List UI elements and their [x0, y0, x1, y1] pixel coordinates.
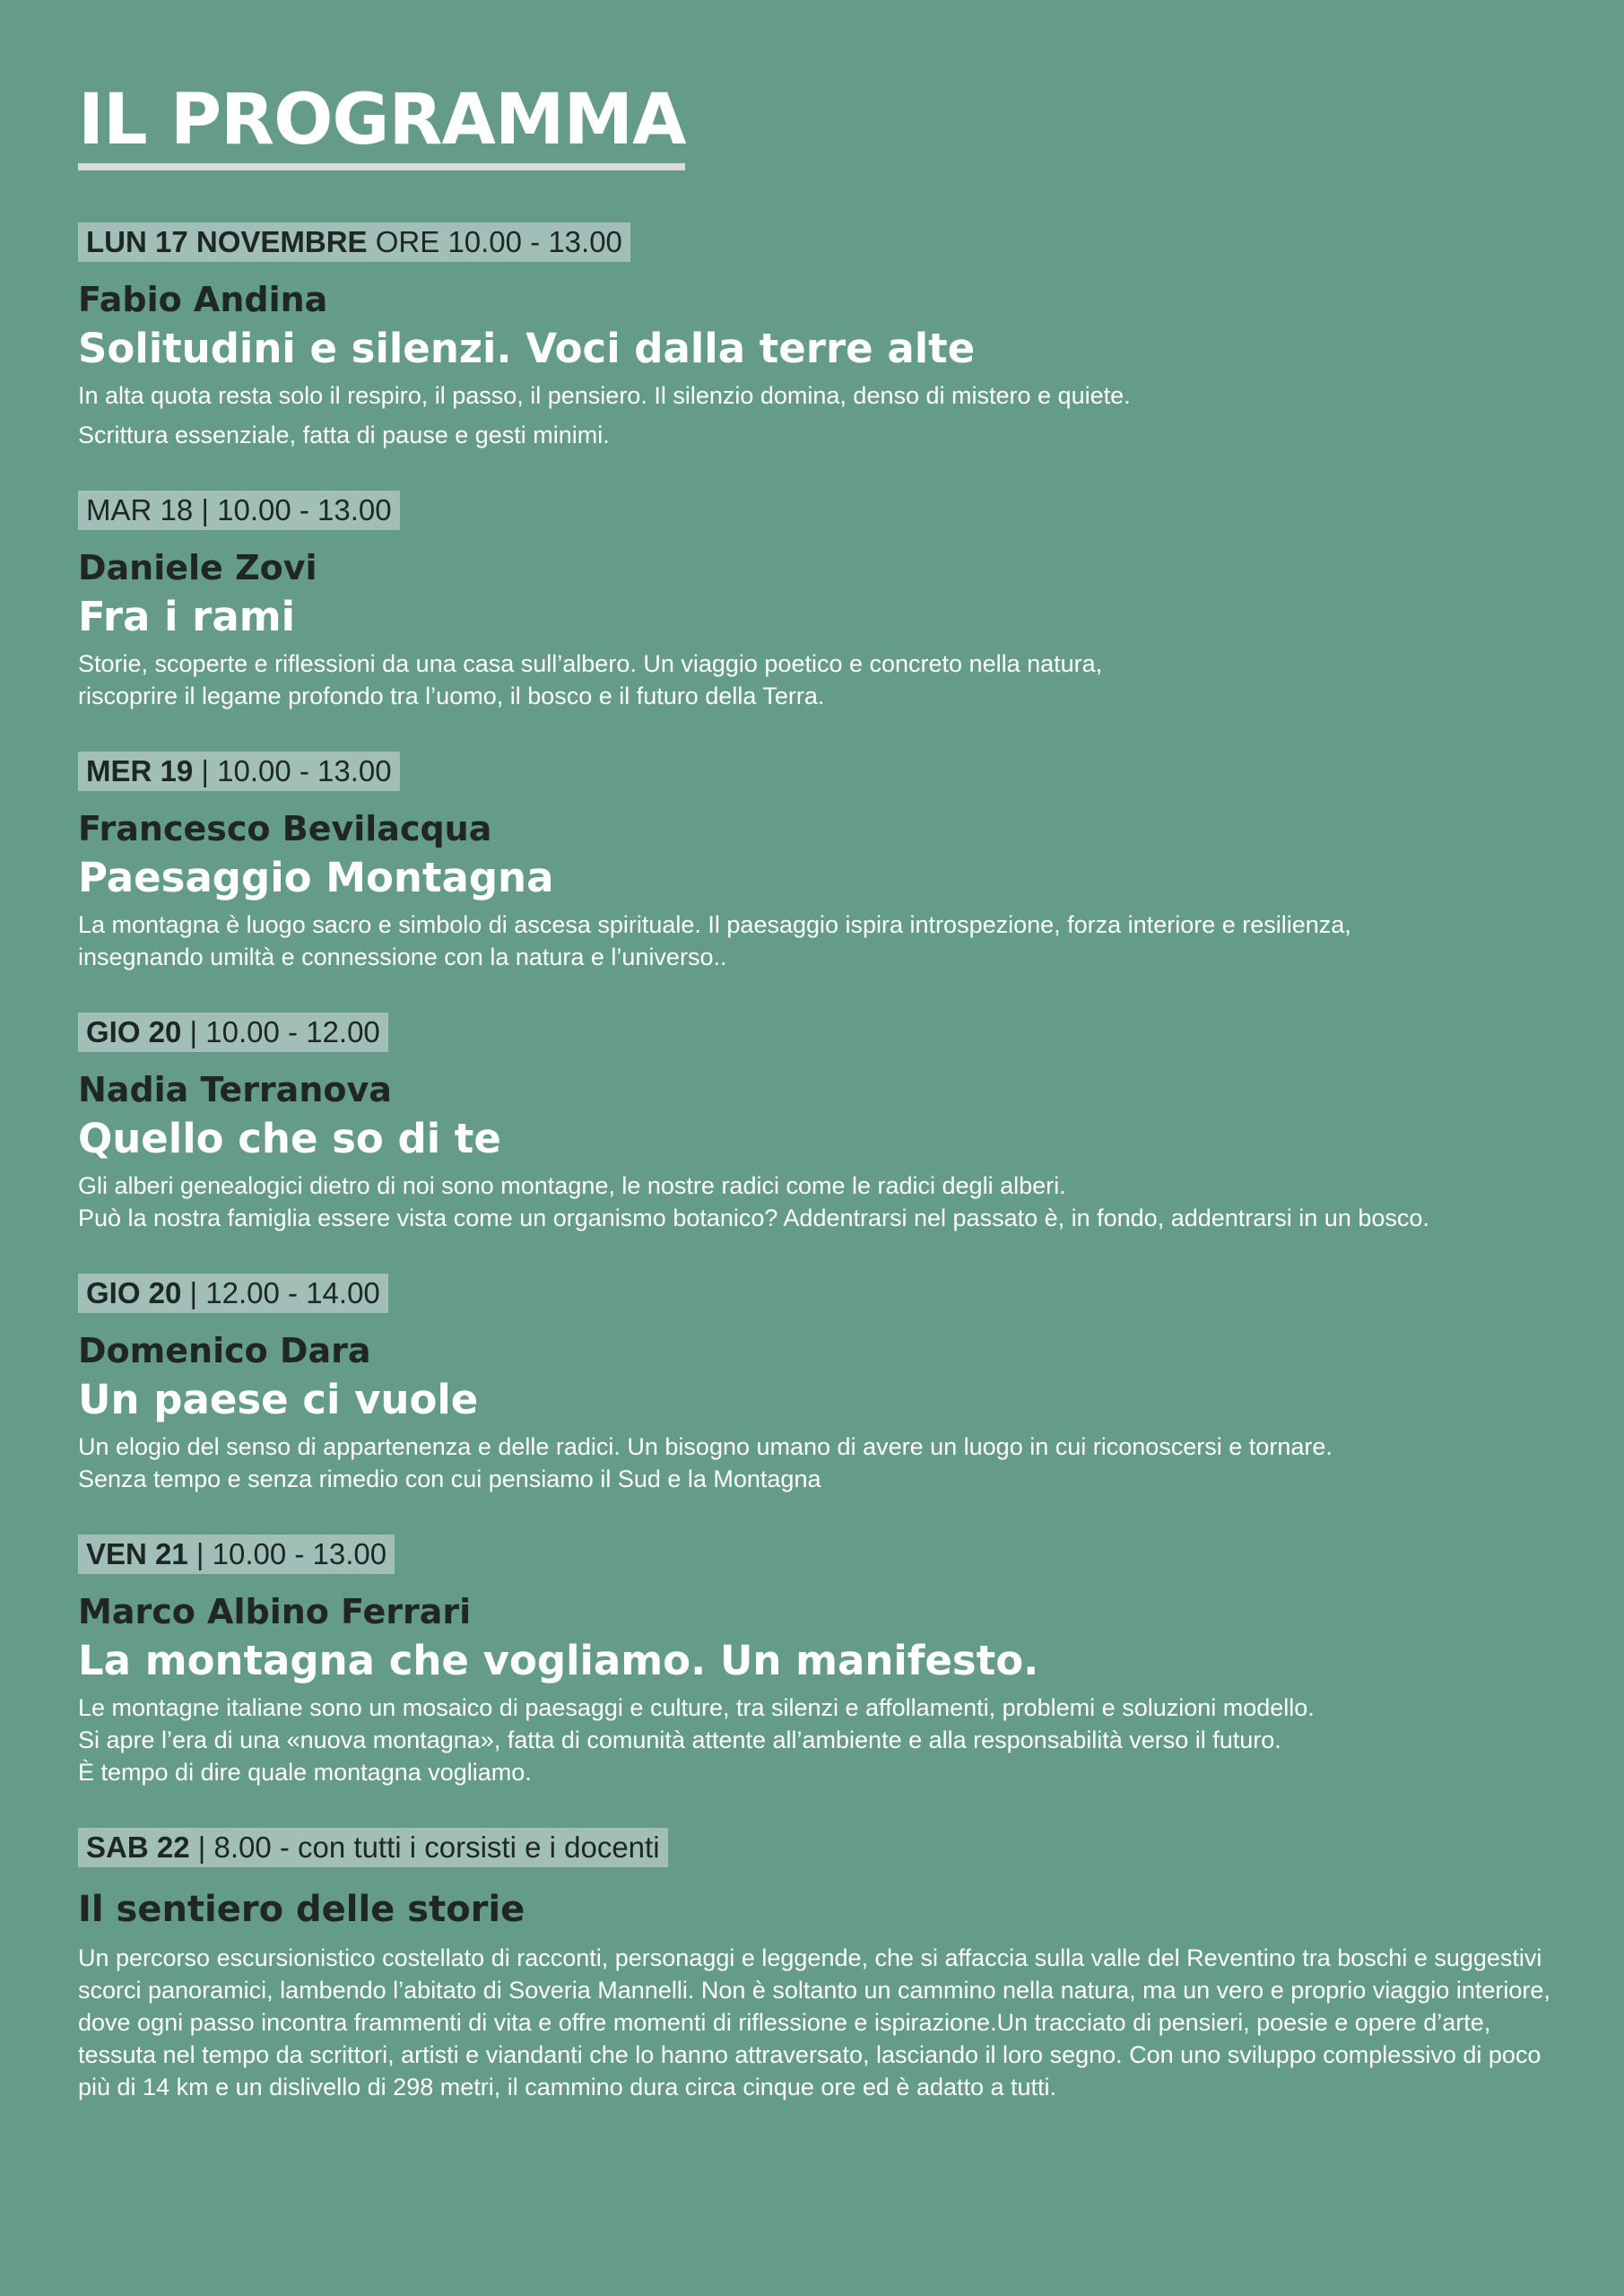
- event-description: [78, 1431, 1567, 1495]
- event-description: [78, 1942, 1567, 2103]
- description-line: Senza tempo e senza rimedio con cui pensiamo il Sud e la Montagna: [78, 1465, 821, 1492]
- date-badge: [78, 222, 630, 262]
- event-item: [78, 491, 1567, 712]
- date-strong: GIO 20: [86, 1015, 182, 1048]
- date-time: | 10.00 - 12.00: [181, 1015, 380, 1048]
- date-strong: SAB 22: [86, 1831, 190, 1864]
- event-description: [78, 1692, 1567, 1788]
- speaker-name: Daniele Zovi: [78, 548, 317, 587]
- date-strong: VEN 21: [86, 1537, 188, 1570]
- event-item: [78, 1535, 1567, 1788]
- description-line: Le montagne italiane sono un mosaico di paesaggi e culture, tra silenzi e affollamenti, problemi e soluzioni modello.: [78, 1694, 1315, 1721]
- date-time: | 10.00 - 13.00: [187, 1537, 387, 1570]
- event-title: Solitudini e silenzi. Voci dalla terre alte: [78, 325, 976, 372]
- date-strong: MER 19: [86, 754, 194, 787]
- speaker-name: Nadia Terranova: [78, 1070, 392, 1109]
- description-line: Gli alberi genealogici dietro di noi sono montagne, le nostre radici come le radici degli alberi.: [78, 1172, 1066, 1199]
- title-underline: [78, 81, 685, 170]
- description-line: È tempo di dire quale montagna vogliamo.: [78, 1759, 532, 1786]
- program-page: [78, 81, 1567, 2103]
- description-line: più di 14 km e un dislivello di 298 metri, il cammino dura circa cinque ore ed è adatto a tutti.: [78, 2074, 1057, 2100]
- date-time: ORE 10.00 - 13.00: [367, 225, 622, 258]
- description-line: Può la nostra famiglia essere vista come un organismo botanico? Addentrarsi nel passato è, in fondo, addentrarsi in un bosco.: [78, 1205, 1429, 1231]
- description-line: Si apre l’era di una «nuova montagna», fatta di comunità attente all’ambiente e alla responsabilità verso il futuro.: [78, 1726, 1281, 1753]
- date-time: | 10.00 - 13.00: [193, 754, 392, 787]
- description-line: Un elogio del senso di appartenenza e delle radici. Un bisogno umano di avere un luogo in cui riconoscersi e tornare.: [78, 1433, 1333, 1460]
- event-title: Quello che so di te: [78, 1115, 501, 1162]
- date-badge: [78, 491, 400, 530]
- event-item: [78, 1013, 1567, 1234]
- description-line: dove ogni passo incontra frammenti di vita e offre momenti di riflessione e ispirazione.Un tracciato di pensieri, poesie e opere d’arte,: [78, 2009, 1491, 2036]
- description-line: Un percorso escursionistico costellato di racconti, personaggi e leggende, che si affaccia sulla valle del Reventino tra boschi e suggestivi: [78, 1944, 1542, 1971]
- date-badge: [78, 1828, 668, 1867]
- event-item: [78, 752, 1567, 973]
- event-item: [78, 1828, 1567, 2103]
- description-line: Storie, scoperte e riflessioni da una casa sull’albero. Un viaggio poetico e concreto nella natura,: [78, 650, 1103, 677]
- description-line: insegnando umiltà e connessione con la natura e l’universo..: [78, 944, 727, 970]
- speaker-name: Fabio Andina: [78, 280, 328, 319]
- date-badge: [78, 1274, 388, 1313]
- speaker-name: Francesco Bevilacqua: [78, 809, 492, 848]
- event-title: La montagna che vogliamo. Un manifesto.: [78, 1637, 1039, 1684]
- description-line: riscoprire il legame profondo tra l’uomo, il bosco e il futuro della Terra.: [78, 683, 825, 709]
- event-title: Un paese ci vuole: [78, 1376, 479, 1423]
- date-strong: LUN 17 NOVEMBRE: [86, 225, 368, 258]
- date-time: MAR 18 | 10.00 - 13.00: [86, 493, 392, 526]
- description-line: Scrittura essenziale, fatta di pause e gesti minimi.: [78, 422, 610, 448]
- date-badge: [78, 1535, 395, 1574]
- event-description: [78, 379, 1567, 451]
- description-line: tessuta nel tempo da scrittori, artisti e viandanti che lo hanno attraversato, lasciando il loro segno. Con uno sviluppo complessivo di poco: [78, 2041, 1541, 2068]
- description-line: scorci panoramici, lambendo l’abitato di Soveria Mannelli. Non è soltanto un cammino nella natura, ma un vero e proprio viaggio interiore,: [78, 1977, 1550, 2004]
- event-title: Paesaggio Montagna: [78, 854, 554, 901]
- event-description: [78, 1170, 1567, 1234]
- date-time: | 8.00 - con tutti i corsisti e i docenti: [189, 1831, 660, 1864]
- speaker-name: Domenico Dara: [78, 1331, 371, 1370]
- event-item: [78, 1274, 1567, 1495]
- description-line: In alta quota resta solo il respiro, il passo, il pensiero. Il silenzio domina, denso di mistero e quiete.: [78, 382, 1131, 409]
- event-item: [78, 222, 1567, 451]
- date-strong: GIO 20: [86, 1276, 182, 1309]
- event-title: Fra i rami: [78, 593, 296, 640]
- date-badge: [78, 752, 400, 791]
- description-line: La montagna è luogo sacro e simbolo di ascesa spirituale. Il paesaggio ispira introspezione, forza interiore e resilienza,: [78, 911, 1351, 938]
- date-badge: [78, 1013, 388, 1052]
- event-title: Il sentiero delle storie: [78, 1889, 525, 1930]
- page-title: IL PROGRAMMA: [78, 80, 686, 161]
- date-time: | 12.00 - 14.00: [181, 1276, 380, 1309]
- speaker-name: Marco Albino Ferrari: [78, 1592, 472, 1631]
- event-description: [78, 909, 1567, 973]
- event-description: [78, 648, 1567, 712]
